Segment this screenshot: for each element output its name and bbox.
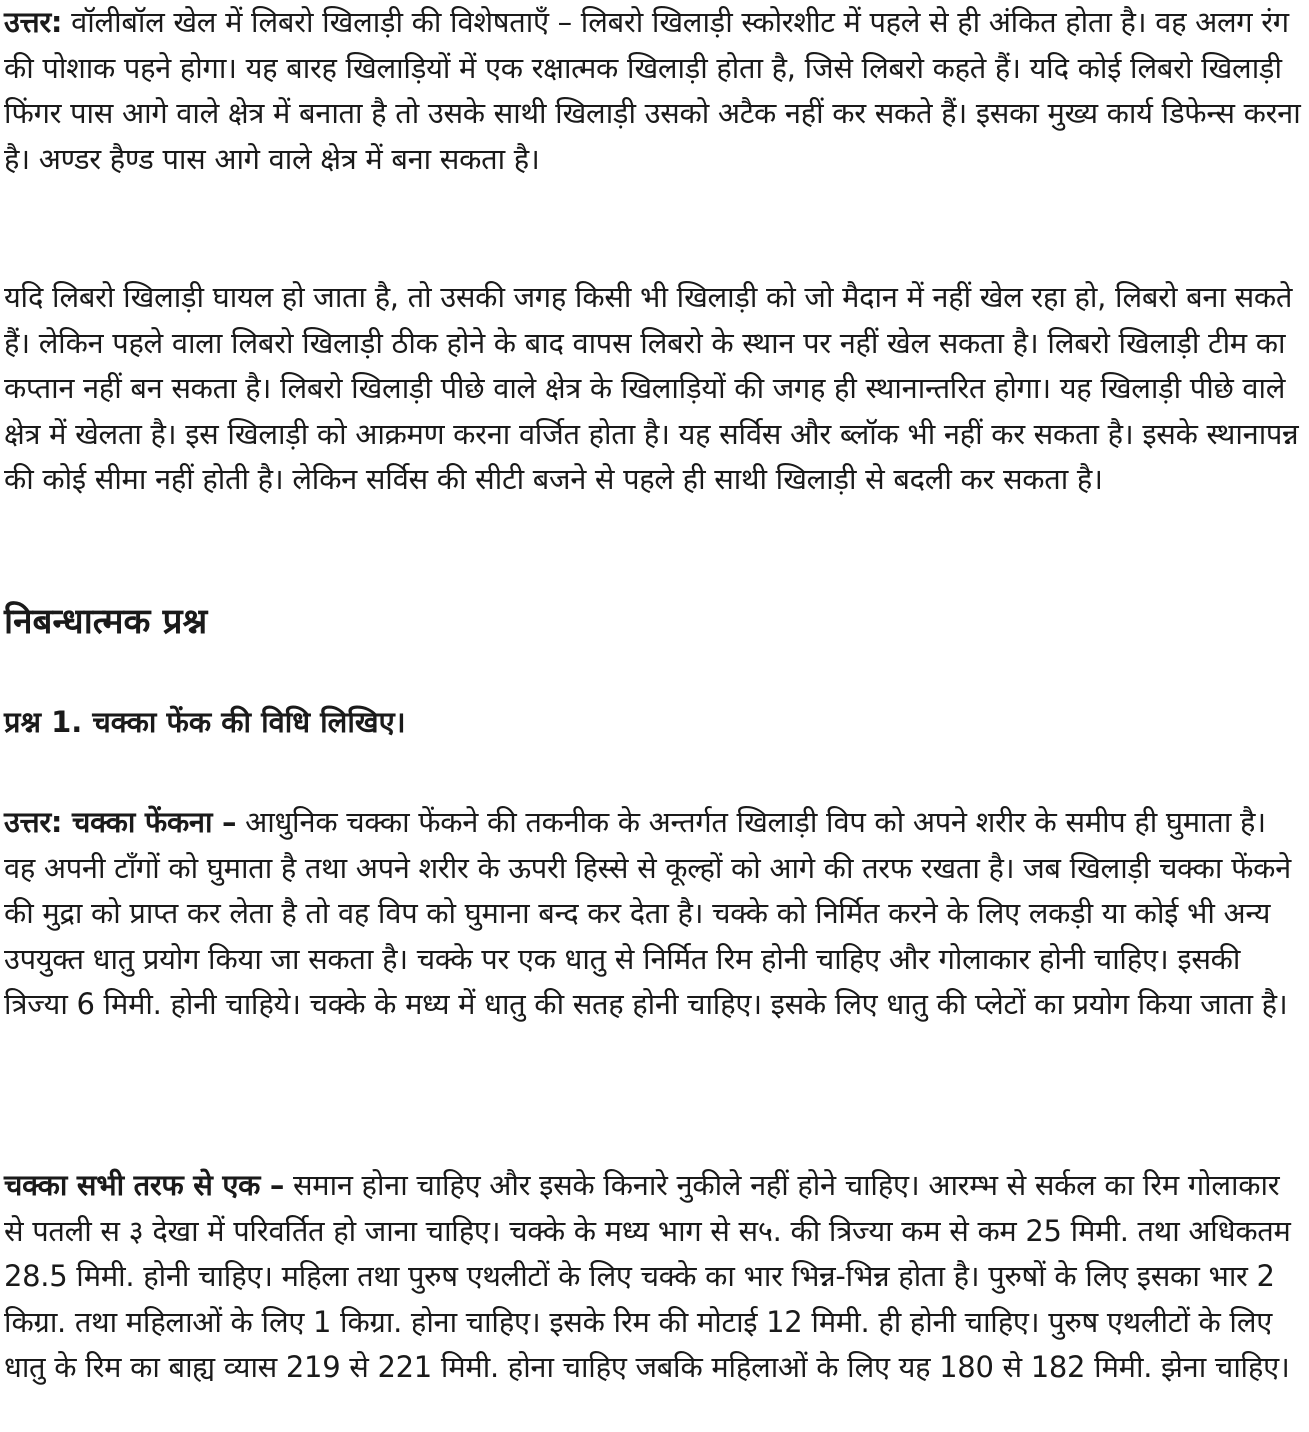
paragraph-text: आधुनिक चक्का फेंकने की तकनीक के अन्तर्गत खिलाड़ी विप को अपने शरीर के समीप ही घुमाता है। वह अपनी टाँगों को घुमाता है तथा अपने शरीर के ऊपरी हिस्से से कूल्हों को आगे की तरफ रखता है। जब खिलाड़ी चक्का फेंकने की मुद्रा को प्राप्त कर लेता है तो वह विप को घुमाना बन्द कर देता है। चक्के को निर्मित करने के लिए लकड़ी या कोई भी अन्य उपयुक्त धातु प्रयोग किया जा सकता है। चक्के पर एक धातु से निर्मित रिम होनी चाहिए और गोलाकार होनी चाहिए। इसकी त्रिज्या 6 मिमी. होनी चाहिये। चक्के के मध्य में धातु की सतह होनी चाहिए। इसके लिए धातु की प्लेटों का प्रयोग किया जाता है। bbox=[4, 805, 1291, 1021]
paragraph-text: वॉलीबॉल खेल में लिबरो खिलाड़ी की विशेषताएँ – लिबरो खिलाड़ी स्कोरशीट में पहले से ही अंकित होता है। वह अलग रंग की पोशाक पहने होगा। यह बारह खिलाड़ियों में एक रक्षात्मक खिलाड़ी होता है, जिसे लिबरो कहते हैं। यदि कोई लिबरो खिलाड़ी फिंगर पास आगे वाले क्षेत्र में बनाता है तो उसके साथी खिलाड़ी उसको अटैक नहीं कर सकते हैं। इसका मुख्य कार्य डिफेन्स करना है। अण्डर हैण्ड पास आगे वाले क्षेत्र में बना सकता है। bbox=[4, 5, 1301, 176]
answer-paragraph-libero-features bbox=[4, 0, 1305, 182]
answer-label: उत्तर: चक्का फेंकना – bbox=[4, 805, 237, 839]
answer-label: उत्तर: bbox=[4, 5, 63, 39]
paragraph-lead: चक्का सभी तरफ से एक – bbox=[4, 1168, 285, 1202]
answer-paragraph-discus-throw bbox=[4, 800, 1305, 1028]
paragraph-discus-specs bbox=[4, 1163, 1305, 1391]
question-heading: प्रश्न 1. चक्का फेंक की विधि लिखिए। bbox=[4, 705, 406, 739]
paragraph-libero-rules: यदि लिबरो खिलाड़ी घायल हो जाता है, तो उसकी जगह किसी भी खिलाड़ी को जो मैदान में नहीं खेल रहा हो, लिबरो बना सकते हैं। लेकिन पहले वाला लिबरो खिलाड़ी ठीक होने के बाद वापस लिबरो के स्थान पर नहीं खेल सकता है। लिबरो खिलाड़ी टीम का कप्तान नहीं बन सकता है। लिबरो खिलाड़ी पीछे वाले क्षेत्र के खिलाड़ियों की जगह ही स्थानान्तरित होगा। यह खिलाड़ी पीछे वाले क्षेत्र में खेलता है। इस खिलाड़ी को आक्रमण करना वर्जित होता है। यह सर्विस और ब्लॉक भी नहीं कर सकता है। इसके स्थानापन्न की कोई सीमा नहीं होती है। लेकिन सर्विस की सीटी बजने से पहले ही साथी खिलाड़ी से बदली कर सकता है। bbox=[4, 280, 1299, 496]
section-heading: निबन्धात्मक प्रश्न bbox=[4, 602, 208, 642]
paragraph-text: समान होना चाहिए और इसके किनारे नुकीले नहीं होने चाहिए। आरम्भ से सर्कल का रिम गोलाकार से पतली स ३ देखा में परिवर्तित हो जाना चाहिए। चक्के के मध्य भाग से स५. की त्रिज्या कम से कम 25 मिमी. तथा अधिकतम 28.5 मिमी. होनी चाहिए। महिला तथा पुरुष एथलीटों के लिए चक्के का भार भिन्न-भिन्न होता है। पुरुषों के लिए इसका भार 2 किग्रा. तथा महिलाओं के लिए 1 किग्रा. होना चाहिए। इसके रिम की मोटाई 12 मिमी. ही होनी चाहिए। पुरुष एथलीटों के लिए धातु के रिम का बाह्य व्यास 219 से 221 मिमी. होना चाहिए जबकि महिलाओं के लिए यह 180 से 182 मिमी. झेना चाहिए। bbox=[4, 1168, 1291, 1384]
